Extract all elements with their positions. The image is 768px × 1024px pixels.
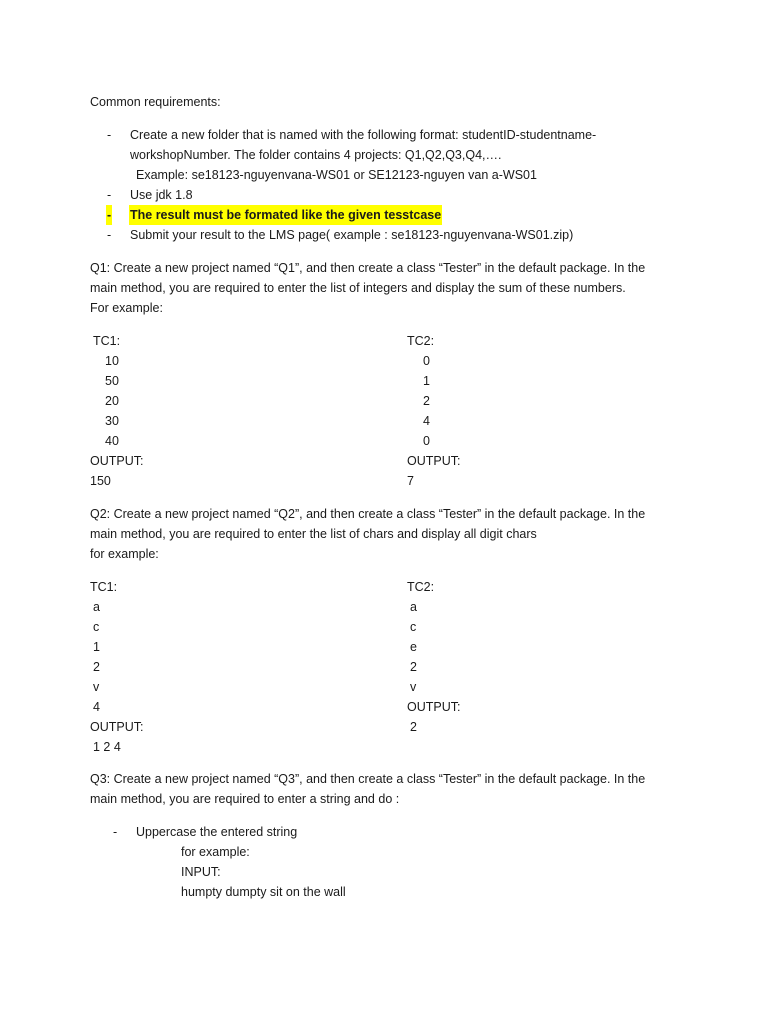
q3-description-line1: Q3: Create a new project named “Q3”, and then create a class “Tester” in the default package. In the bbox=[90, 772, 646, 786]
q1-tc2-output-label: OUTPUT: bbox=[407, 454, 461, 468]
q1-tc2-output: 7 bbox=[407, 474, 414, 488]
q2-tc1-output: 1 2 4 bbox=[93, 740, 121, 754]
q3-input-value: humpty dumpty sit on the wall bbox=[181, 885, 346, 899]
q1-tc1-output-label: OUTPUT: bbox=[90, 454, 144, 468]
section-heading: Common requirements: bbox=[90, 95, 221, 109]
q1-tc2-input: 4 bbox=[423, 414, 430, 428]
q3-input-label: INPUT: bbox=[181, 865, 221, 879]
q1-tc1-input: 40 bbox=[105, 434, 119, 448]
requirement-folder-line2: workshopNumber. The folder contains 4 projects: Q1,Q2,Q3,Q4,…. bbox=[130, 148, 502, 162]
q2-description-line1: Q2: Create a new project named “Q2”, and then create a class “Tester” in the default package. In the bbox=[90, 507, 646, 521]
q2-tc2-output: 2 bbox=[410, 720, 417, 734]
q3-for-example: for example: bbox=[181, 845, 250, 859]
q2-tc2-input: e bbox=[410, 640, 417, 654]
q1-tc1-input: 50 bbox=[105, 374, 119, 388]
q1-tc2-label: TC2: bbox=[407, 334, 435, 348]
requirement-folder-line1: Create a new folder that is named with the following format: studentID-studentname- bbox=[130, 128, 597, 142]
q2-tc2-input: a bbox=[410, 600, 417, 614]
q1-for-example: For example: bbox=[90, 301, 163, 315]
bullet-dash: - bbox=[107, 228, 112, 242]
bullet-dash: - bbox=[107, 188, 112, 202]
q1-tc1-output: 150 bbox=[90, 474, 111, 488]
q2-tc1-output-label: OUTPUT: bbox=[90, 720, 144, 734]
q2-tc1-label: TC1: bbox=[90, 580, 118, 594]
q1-description-line1: Q1: Create a new project named “Q1”, and then create a class “Tester” in the default package. In the bbox=[90, 261, 646, 275]
bullet-dash: - bbox=[106, 205, 112, 225]
q3-item-uppercase: Uppercase the entered string bbox=[136, 825, 298, 839]
q2-tc2-input: v bbox=[410, 680, 417, 694]
bullet-dash: - bbox=[113, 825, 118, 839]
q2-description-line2: main method, you are required to enter the list of chars and display all digit chars bbox=[90, 527, 537, 541]
q2-tc1-input: 1 bbox=[93, 640, 100, 654]
requirement-folder-example: Example: se18123-nguyenvana-WS01 or SE12123-nguyen van a-WS01 bbox=[136, 168, 537, 182]
q2-tc2-input: 2 bbox=[410, 660, 417, 674]
q2-tc2-input: c bbox=[410, 620, 417, 634]
q2-tc1-input: v bbox=[93, 680, 100, 694]
q1-tc1-input: 20 bbox=[105, 394, 119, 408]
q1-description-line2: main method, you are required to enter the list of integers and display the sum of these numbers. bbox=[90, 281, 626, 295]
requirement-jdk: Use jdk 1.8 bbox=[130, 188, 193, 202]
q2-tc2-label: TC2: bbox=[407, 580, 435, 594]
q2-tc1-input: 2 bbox=[93, 660, 100, 674]
q1-tc2-input: 1 bbox=[423, 374, 430, 388]
requirement-submit: Submit your result to the LMS page( example : se18123-nguyenvana-WS01.zip) bbox=[130, 228, 574, 242]
q1-tc1-label: TC1: bbox=[93, 334, 121, 348]
q2-tc1-input: 4 bbox=[93, 700, 100, 714]
q1-tc1-input: 30 bbox=[105, 414, 119, 428]
bullet-dash: - bbox=[107, 128, 112, 142]
q1-tc2-input: 2 bbox=[423, 394, 430, 408]
q1-tc1-input: 10 bbox=[105, 354, 119, 368]
q1-tc2-input: 0 bbox=[423, 354, 430, 368]
q2-tc1-input: c bbox=[93, 620, 100, 634]
q2-tc2-output-label: OUTPUT: bbox=[407, 700, 461, 714]
q1-tc2-input: 0 bbox=[423, 434, 430, 448]
requirement-format-highlighted: The result must be formated like the given tesstcase bbox=[129, 205, 442, 225]
q2-tc1-input: a bbox=[93, 600, 100, 614]
q3-description-line2: main method, you are required to enter a string and do : bbox=[90, 792, 400, 806]
q2-for-example: for example: bbox=[90, 547, 159, 561]
